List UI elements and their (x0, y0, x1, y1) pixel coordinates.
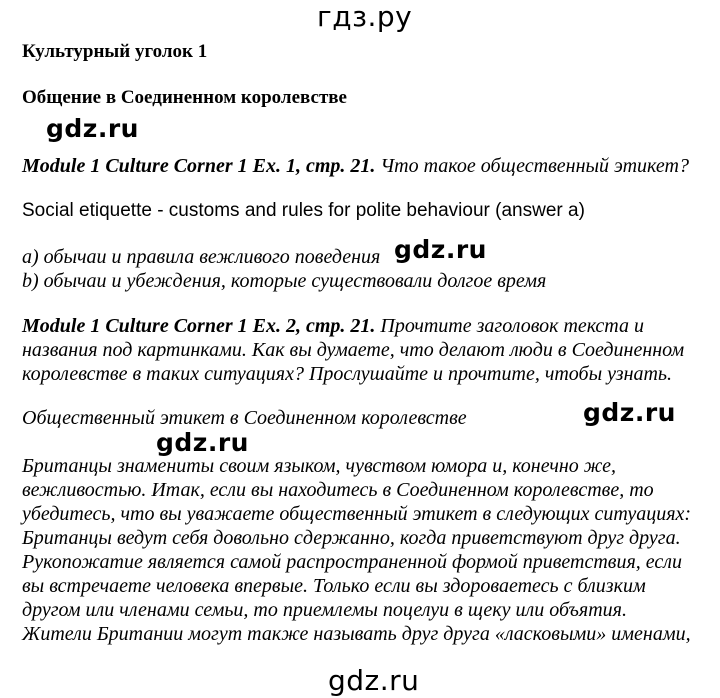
text-title: Общественный этикет в Соединенном королевстве (22, 407, 467, 429)
text-line: Британцы ведут себя довольно сдержанно, когда приветствуют друг друга. (22, 527, 681, 549)
watermark-bottom: gdz.ru (328, 664, 420, 697)
text-line: вы встречаете человека впервые. Только если вы здороваетесь с близким (22, 575, 646, 597)
ex1-option-a: a) обычаи и правила вежливого поведения (22, 246, 381, 268)
text-line: другом или членами семьи, то приемлемы поцелуи в щеку или объятия. (22, 599, 627, 621)
ex2-line2: названия под картинками. Как вы думаете, что делают люди в Соединенном (22, 339, 685, 361)
section-heading: Культурный уголок 1 (22, 41, 208, 62)
text-line: Жители Британии могут также называть друг друга «ласковыми» именами, (22, 623, 691, 645)
ex1-question: Что такое общественный этикет? (375, 155, 689, 177)
ex2-header (22, 315, 644, 338)
ex1-header (22, 155, 689, 178)
watermark-top: гдз.ру (317, 0, 413, 33)
ex2-label: Module 1 Culture Corner 1 Ex. 2, стр. 21. (22, 315, 376, 337)
ex1-answer: Social etiquette - customs and rules for polite behaviour (answer a) (22, 200, 585, 221)
ex1-option-b: b) обычаи и убеждения, которые существовали долгое время (22, 270, 547, 292)
ex1-label: Module 1 Culture Corner 1 Ex. 1, стр. 21. (22, 155, 376, 177)
text-line: Британцы знамениты своим языком, чувством юмора и, конечно же, (22, 455, 617, 477)
text-line: вежливостью. Итак, если вы находитесь в Соединенном королевстве, то (22, 479, 654, 501)
text-line: Рукопожатие является самой распространенной формой приветствия, если (22, 551, 682, 573)
topic-heading: Общение в Соединенном королевстве (22, 87, 347, 108)
watermark: gdz.ru (46, 114, 139, 143)
watermark: gdz.ru (583, 398, 676, 427)
watermark: gdz.ru (394, 235, 487, 264)
watermark: gdz.ru (156, 428, 249, 457)
ex2-line3: королевстве в таких ситуациях? Прослушайте и прочтите, чтобы узнать. (22, 363, 673, 385)
text-line: убедитесь, что вы уважаете общественный этикет в следующих ситуациях: (22, 503, 692, 525)
ex2-line1: Прочтите заголовок текста и (375, 315, 644, 337)
